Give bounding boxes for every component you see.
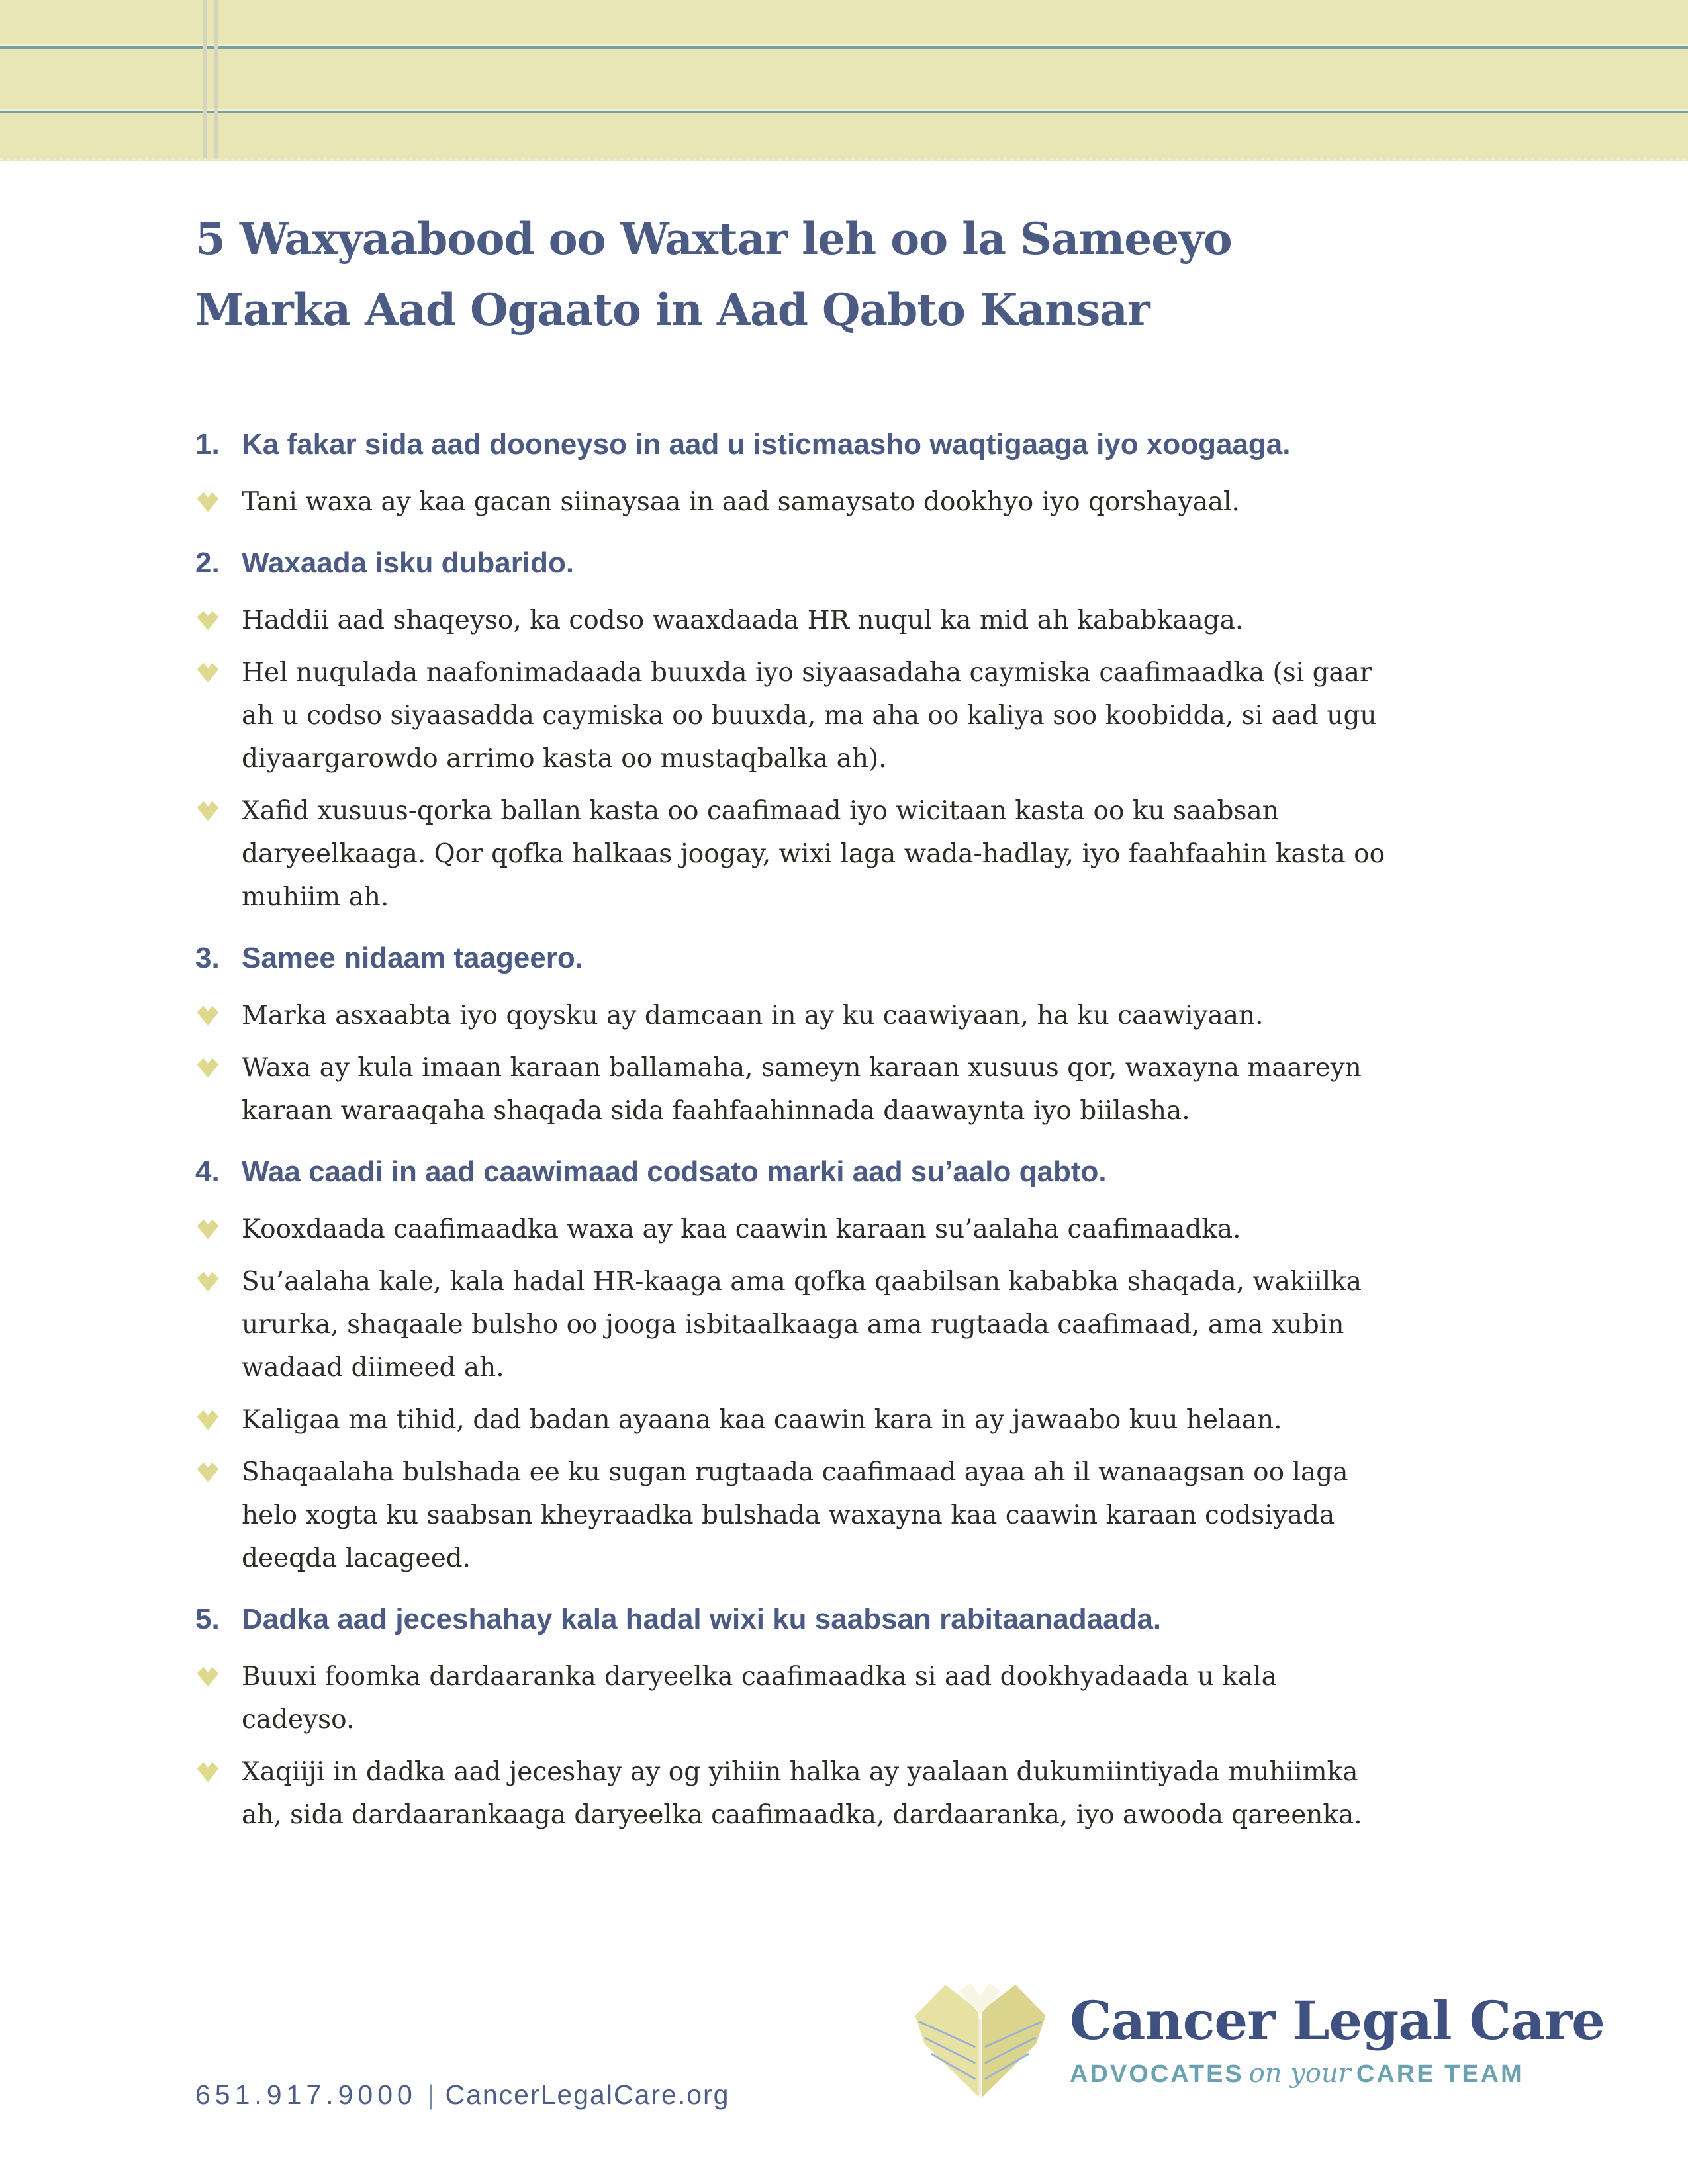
section-3 [195,940,1496,1132]
bullet-text: Tani waxa ay kaa gacan siinaysaa in aad samaysato dookhyo iyo qorshayaal. [242,487,1240,517]
section-1-heading [195,426,1496,463]
bullet-text: Xaqiiji in dadka aad jeceshay ay og yihiin halka ay yaalaan dukumiintiyada muhiimka ah, sida dardaarankaaga daryeelka caafimaadka, dardaaranka, iyo awooda qareenka. [242,1757,1362,1830]
list-item [195,790,1496,919]
logo-tagline [1070,2058,1605,2089]
bullet-text: Waxa ay kula imaan karaan ballamaha, sameyn karaan xusuus qor, waxayna maareyn karaan waraaqaha shaqada sida faahfaahinnada daawaynta iyo biilasha. [242,1053,1362,1126]
bullet-text: Hel nuqulada naafonimadaada buuxda iyo siyaasadaha caymiska caafimaadka (si gaar ah u codso siyaasadda caymiska oo buuxda, ma aha oo kaliya soo koobidda, si aad ugu diyaargarowdo arrimo kasta oo mustaqbalka ah). [242,658,1377,774]
list-item [195,480,1496,523]
folded-legal-pad-heart-icon [908,1980,1053,2107]
section-3-heading [195,940,1496,977]
section-heading-text: Waxaada isku dubarido. [242,547,575,579]
website-url: CancerLegalCare.org [445,2079,730,2110]
section-2-heading [195,545,1496,582]
bullet-text: Haddii aad shaqeyso, ka codso waaxdaada HR nuqul ka mid ah kababkaaga. [242,606,1244,635]
list-item [195,1208,1496,1251]
bullet-text: Kaligaa ma tihid, dad badan ayaana kaa caawin kara in ay jawaabo kuu helaan. [242,1405,1282,1435]
legal-pad-header-band [0,0,1688,161]
tagline-advocates: ADVOCATES [1070,2060,1244,2088]
page-title-line-2: Marka Aad Ogaato in Aad Qabto Kansar [195,284,1150,336]
section-heading-text: Waa caadi in aad caawimaad codsato marki aad su’aalo qabto. [242,1156,1107,1188]
list-item [195,1398,1496,1441]
heart-icon [195,1451,242,1580]
heart-icon [195,1751,242,1837]
section-heading-text: Samee nidaam taageero. [242,942,584,974]
section-number: 1. [195,428,220,461]
section-number: 3. [195,942,220,974]
pad-ruled-line [0,46,1688,49]
page-title [195,204,1496,345]
pad-margin-line [214,0,218,158]
list-item [195,994,1496,1037]
section-heading-text: Ka fakar sida aad dooneyso in aad u isticmaasho waqtigaaga iyo xoogaaga. [242,428,1291,461]
section-number: 5. [195,1603,220,1635]
section-4 [195,1154,1496,1580]
list-item [195,651,1496,780]
heart-icon [195,1398,242,1441]
bullet-text: Xafid xusuus-qorka ballan kasta oo caafimaad iyo wicitaan kasta oo ku saabsan daryeelkaaga. Qor qofka halkaas joogay, wixi laga wada-hadlay, iyo faahfaahin kasta oo muhiim ah. [242,796,1385,912]
heart-icon [195,599,242,642]
list-item [195,1451,1496,1580]
footer-contact [195,2079,729,2111]
section-4-bullets [195,1208,1496,1580]
heart-icon [195,1046,242,1132]
heart-icon [195,1655,242,1741]
section-number: 4. [195,1156,220,1188]
pad-margin-line [203,0,207,158]
heart-icon [195,994,242,1037]
bullet-text: Shaqaalaha bulshada ee ku sugan rugtaada caafimaad ayaa ah il wanaagsan oo laga helo xogta ku saabsan kheyraadka bulshada waxayna kaa caawin karaan codsiyada deeqda lacageed. [242,1457,1348,1573]
list-item [195,1751,1496,1837]
section-2 [195,545,1496,919]
page-title-line-1: 5 Waxyaabood oo Waxtar leh oo la Sameeyo [195,213,1232,265]
section-4-heading [195,1154,1496,1191]
section-5 [195,1601,1496,1837]
section-2-bullets [195,599,1496,919]
bullet-text: Marka asxaabta iyo qoysku ay damcaan in ay ku caawiyaan, ha ku caawiyaan. [242,1001,1264,1030]
bullet-text: Buuxi foomka dardaaranka daryeelka caafimaadka si aad dookhyadaada u kala cadeyso. [242,1662,1277,1735]
list-item [195,1260,1496,1389]
pad-ruled-line [0,111,1688,113]
section-5-heading [195,1601,1496,1638]
heart-icon [195,480,242,523]
section-5-bullets [195,1655,1496,1837]
section-1-bullets [195,480,1496,523]
list-item [195,1655,1496,1741]
logo-text-block [1070,1980,1605,2089]
list-item [195,1046,1496,1132]
section-1 [195,426,1496,523]
heart-icon [195,790,242,919]
heart-icon [195,651,242,780]
cancer-legal-care-logo [908,1980,1605,2107]
heart-icon [195,1208,242,1251]
section-3-bullets [195,994,1496,1132]
section-heading-text: Dadka aad jeceshahay kala hadal wixi ku saabsan rabitaanadaada. [242,1603,1162,1635]
bullet-text: Su’aalaha kale, kala hadal HR-kaaga ama qofka qaabilsan kababka shaqada, wakiilka ururka, shaqaale bulsho oo jooga isbitaalkaaga ama rugtaada caafimaad, ama xubin wadaad diimeed ah. [242,1267,1362,1383]
phone-number: 651.917.9000 [195,2079,417,2110]
logo-wordmark: Cancer Legal Care [1070,1989,1605,2052]
document-body [195,161,1496,1837]
list-item [195,599,1496,642]
heart-icon [195,1260,242,1389]
bullet-text: Kooxdaada caafimaadka waxa ay kaa caawin karaan su’aalaha caafimaadka. [242,1214,1241,1244]
tagline-care-team: CARE TEAM [1356,2060,1524,2088]
footer-separator: | [427,2079,435,2110]
tagline-on-your: on your [1248,2058,1351,2089]
section-number: 2. [195,547,220,579]
